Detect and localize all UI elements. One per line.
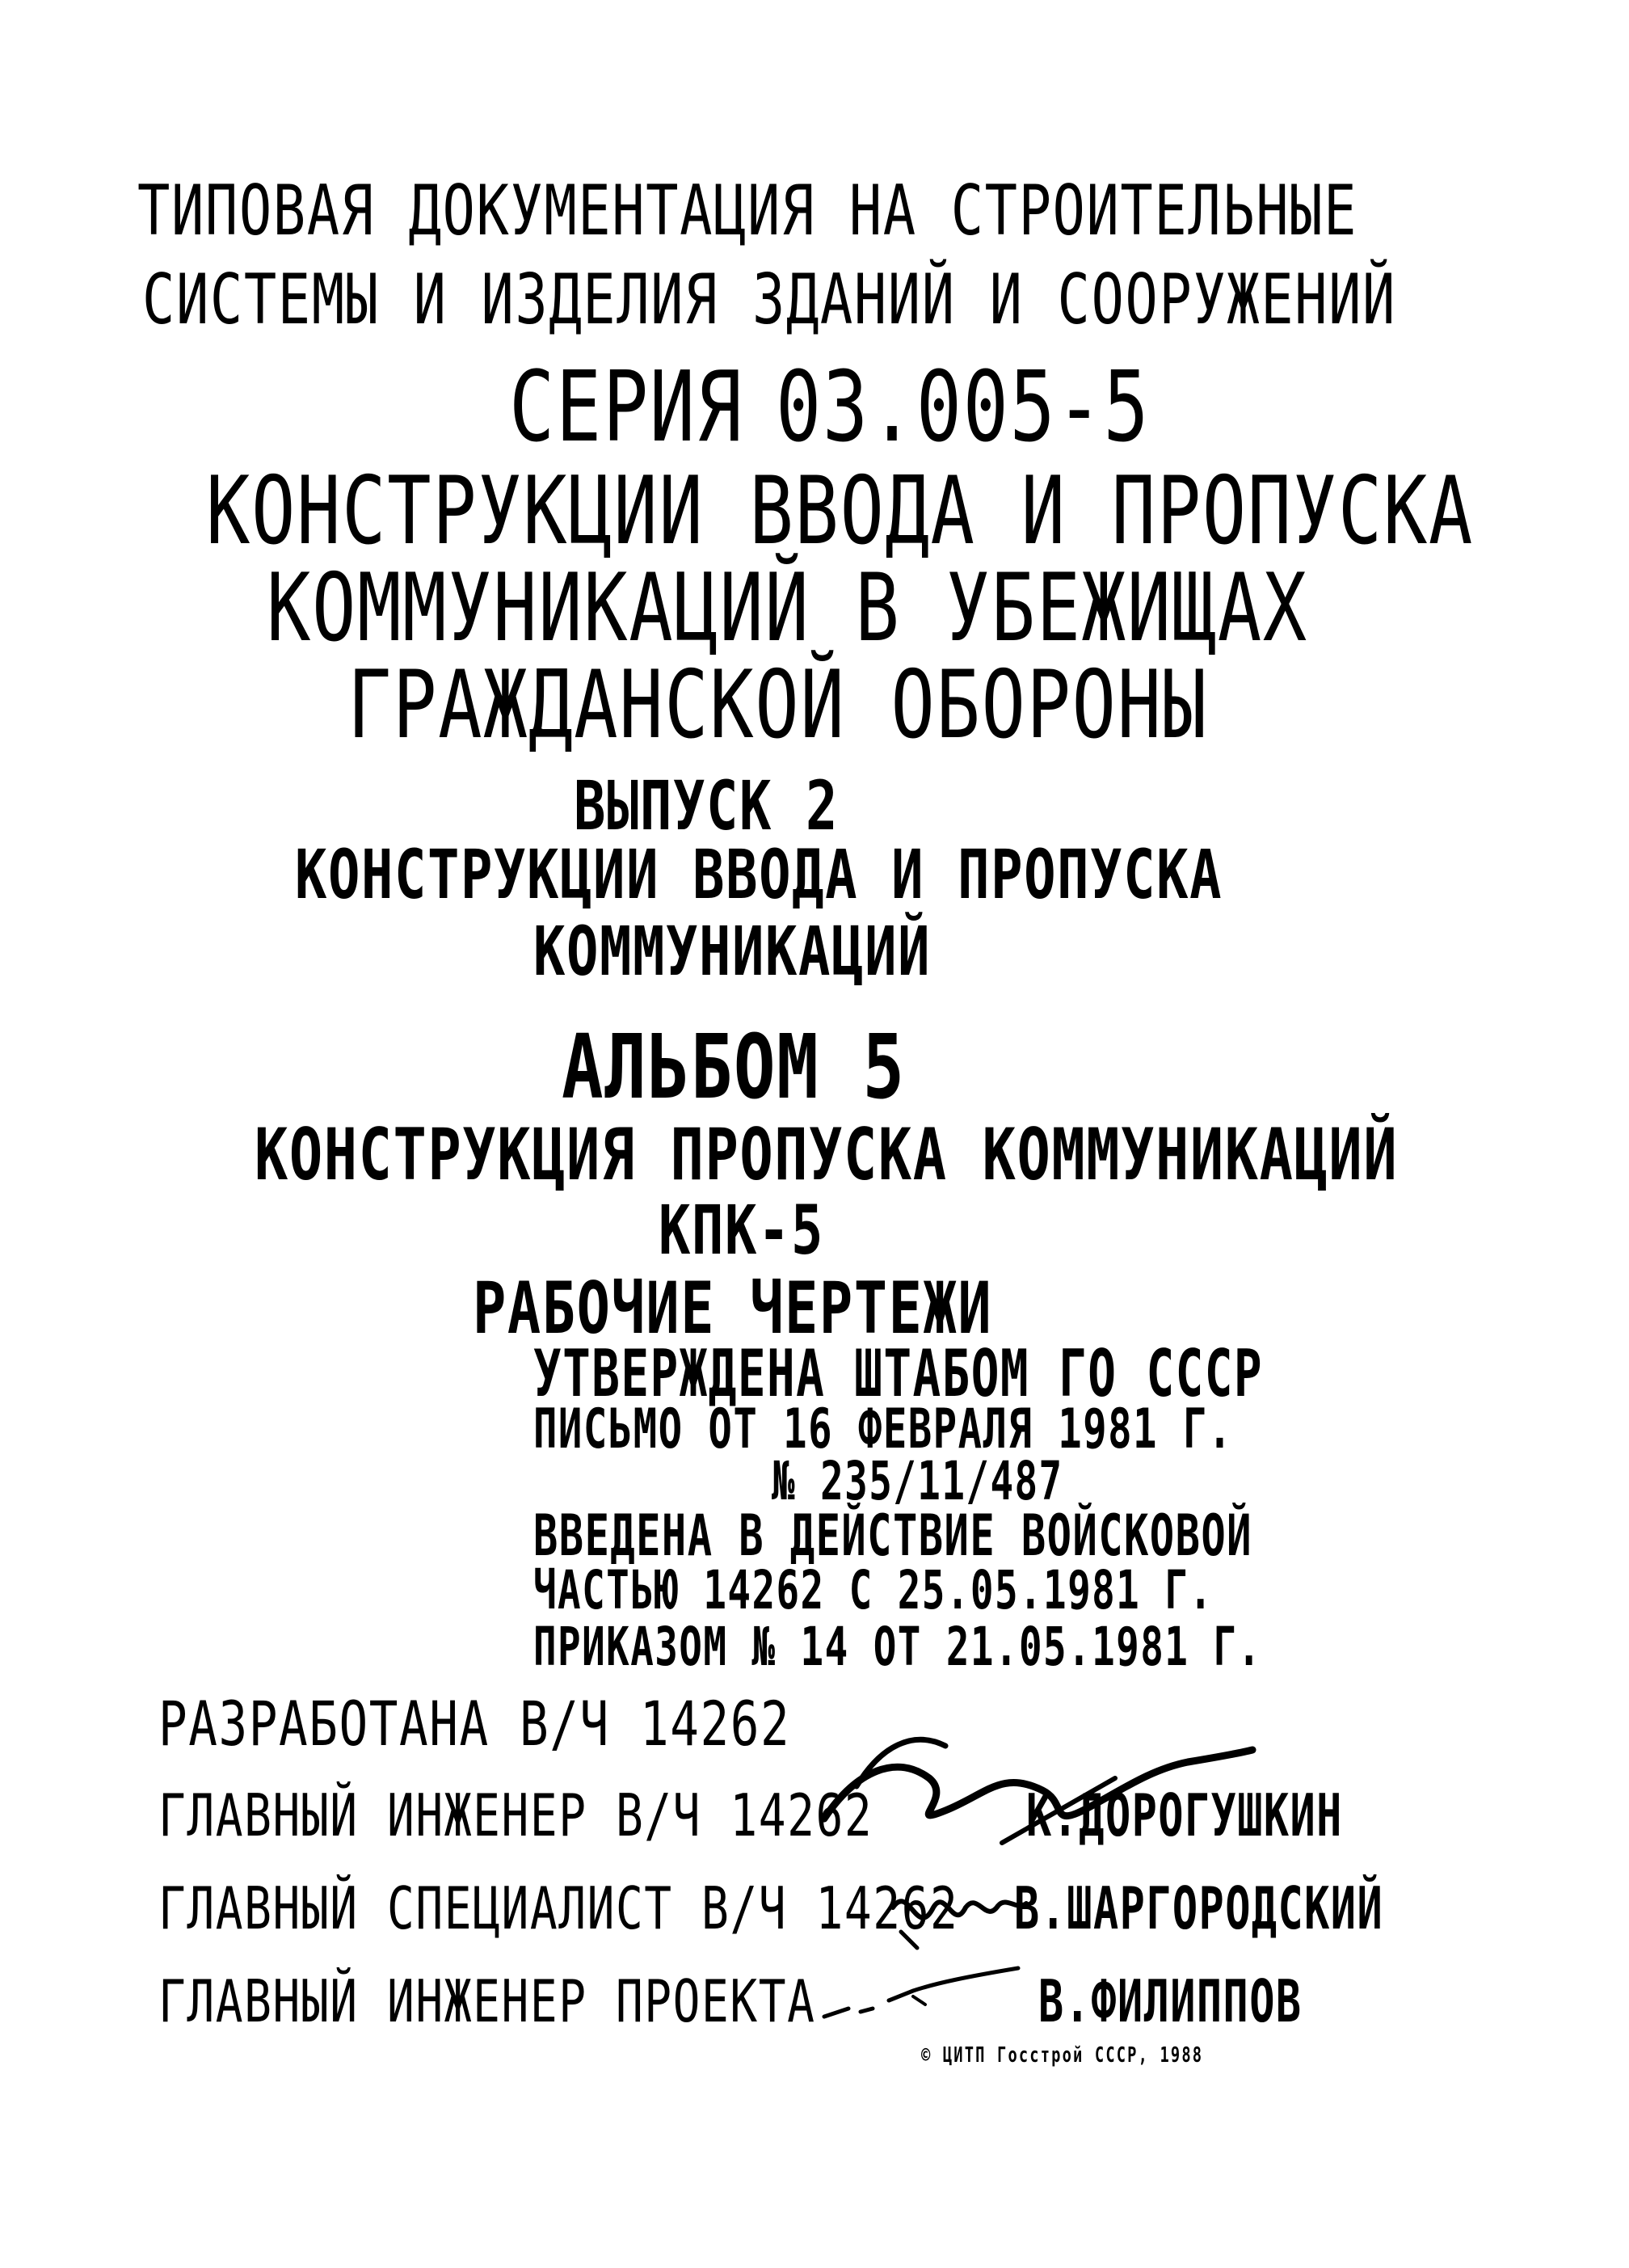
series-title-line-3: ГРАЖДАНСКОЙ ОБОРОНЫ	[347, 651, 1208, 760]
album-label: АЛЬБОМ 5	[562, 1015, 906, 1119]
issue-title-line-2: КОММУНИКАЦИЙ	[533, 912, 932, 991]
developed-by: РАЗРАБОТАНА В/Ч 14262	[158, 1688, 791, 1760]
header-line-1: ТИПОВАЯ ДОКУМЕНТАЦИЯ НА СТРОИТЕЛЬНЫЕ	[137, 171, 1358, 251]
project-chief-engineer-name: В.ФИЛИППОВ	[1038, 1967, 1303, 2035]
album-title: КОНСТРУКЦИЯ ПРОПУСКА КОММУНИКАЦИЙ	[255, 1113, 1399, 1196]
approval-line-2: ПИСЬМО ОТ 16 ФЕВРАЛЯ 1981 Г.	[533, 1397, 1233, 1461]
album-code: КПК-5	[659, 1191, 825, 1270]
approval-line-4: ВВЕДЕНА В ДЕЙСТВИЕ ВОЙСКОВОЙ	[533, 1503, 1252, 1569]
chief-specialist-role: ГЛАВНЫЙ СПЕЦИАЛИСТ В/Ч 14262	[158, 1874, 959, 1942]
chief-engineer-name: К.ДОРОГУШКИН	[1026, 1781, 1343, 1849]
series-title-line-2: КОММУНИКАЦИЙ В УБЕЖИЩАХ	[267, 554, 1308, 663]
approval-line-5: ЧАСТЬЮ 14262 С 25.05.1981 Г.	[533, 1559, 1214, 1621]
issue-title-line-1: КОНСТРУКЦИИ ВВОДА И ПРОПУСКА	[295, 835, 1223, 914]
album-subtitle: РАБОЧИЕ ЧЕРТЕЖИ	[473, 1267, 993, 1350]
chief-specialist-name: В.ШАРГОРОДСКИЙ	[1014, 1874, 1384, 1942]
approval-line-1: УТВЕРЖДЕНА ШТАБОМ ГО СССР	[533, 1336, 1263, 1411]
approval-line-3: № 235/11/487	[772, 1450, 1063, 1512]
chief-engineer-role: ГЛАВНЫЙ ИНЖЕНЕР В/Ч 14262	[158, 1781, 873, 1849]
header-line-2: СИСТЕМЫ И ИЗДЕЛИЯ ЗДАНИЙ И СООРУЖЕНИЙ	[142, 259, 1396, 340]
project-chief-engineer-role: ГЛАВНЫЙ ИНЖЕНЕР ПРОЕКТА	[158, 1967, 816, 2035]
series-title-line-1: КОНСТРУКЦИИ ВВОДА И ПРОПУСКА	[206, 457, 1474, 566]
copyright-notice: © ЦИТП Госстрой СССР, 1988	[921, 2043, 1204, 2068]
series-number: 03.005-5	[776, 352, 1151, 464]
signature-filippov-icon	[816, 1952, 1042, 2041]
series-label: СЕРИЯ	[509, 352, 743, 464]
approval-line-6: ПРИКАЗОМ № 14 ОТ 21.05.1981 Г.	[533, 1616, 1262, 1678]
issue-label: ВЫПУСК 2	[574, 766, 840, 845]
